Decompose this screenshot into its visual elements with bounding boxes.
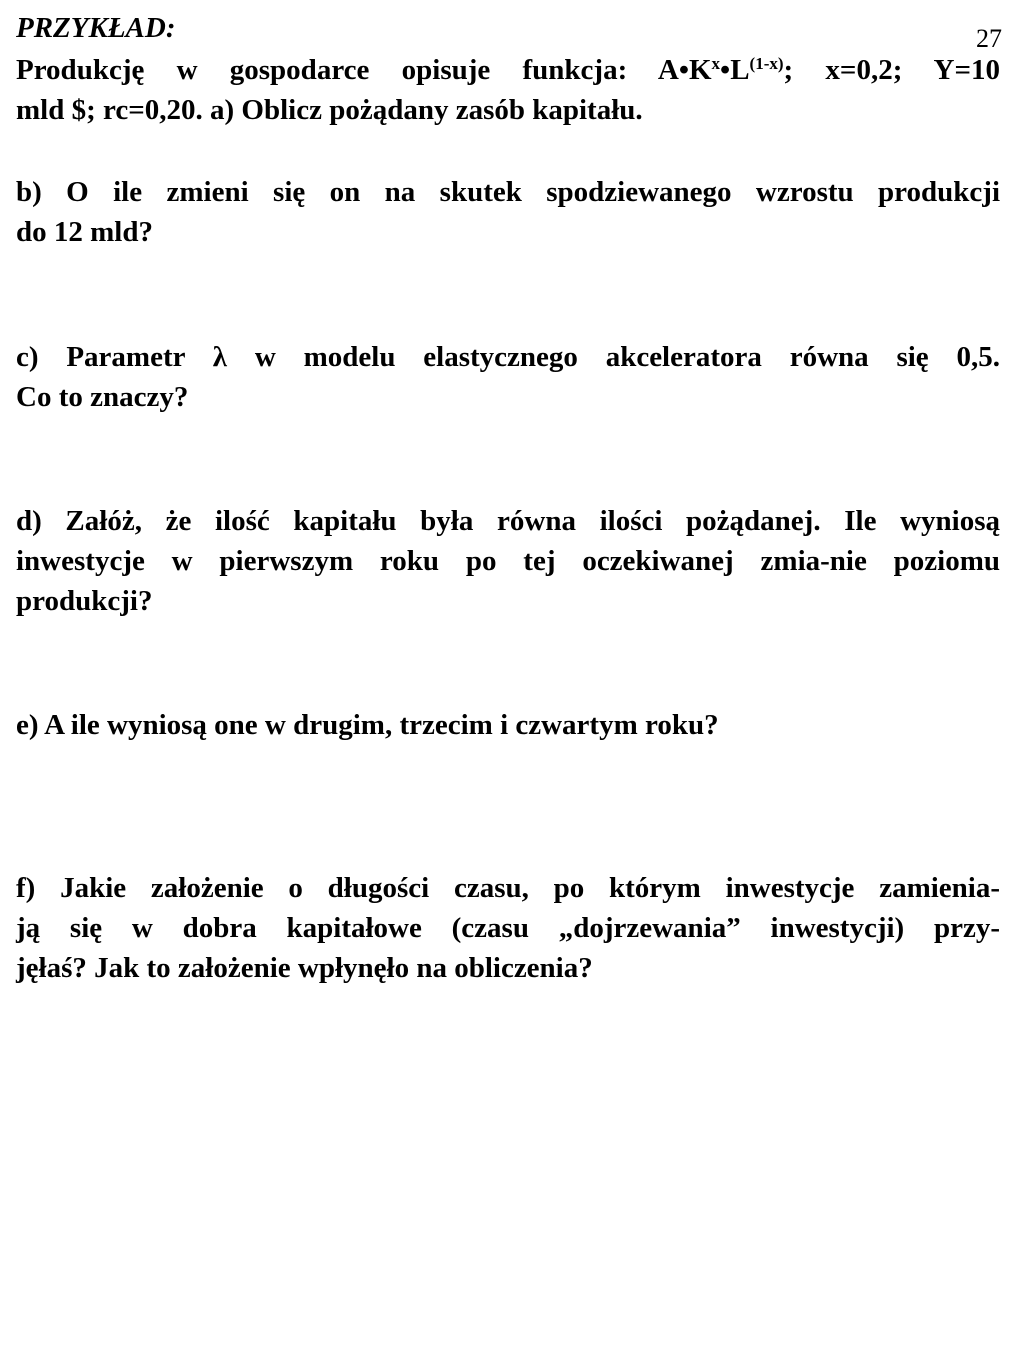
question-d-line-3: produkcji?: [16, 585, 153, 617]
problem-statement-line-1: [16, 50, 1000, 90]
question-d: [16, 501, 1000, 621]
question-d-line-2: inwestycje w pierwszym roku po tej oczekiwanej zmia-nie poziomu: [16, 545, 1000, 577]
problem-statement-line-2: mld $; rc=0,20. a) Oblicz pożądany zasób kapitału.: [16, 94, 643, 126]
k-exponent: x: [711, 54, 721, 73]
page-number: 27: [976, 24, 1002, 53]
question-e: [16, 705, 1000, 745]
problem-statement: [16, 50, 1000, 130]
example-heading: PRZYKŁAD:: [16, 12, 176, 44]
question-f-line-1: f) Jakie założenie o długości czasu, po którym inwestycje zamienia-: [16, 872, 1000, 904]
question-b: [16, 172, 1000, 252]
question-b-line-1: b) O ile zmieni się on na skutek spodziewanego wzrostu produkcji: [16, 176, 1000, 208]
function-text-start: Produkcję w gospodarce opisuje funkcja: A•K: [16, 54, 712, 86]
question-f-line-2: ją się w dobra kapitałowe (czasu „dojrzewania” inwestycji) przy-: [16, 912, 1000, 944]
question-c-line-1: c) Parametr λ w modelu elastycznego akceleratora równa się 0,5.: [16, 341, 1000, 373]
question-f: [16, 868, 1000, 988]
question-c-line-2: Co to znaczy?: [16, 381, 189, 413]
question-b-line-2: do 12 mld?: [16, 216, 153, 248]
question-d-line-1: d) Załóż, że ilość kapitału była równa ilości pożądanej. Ile wyniosą: [16, 505, 1000, 537]
question-e-line-1: e) A ile wyniosą one w drugim, trzecim i czwartym roku?: [16, 709, 719, 741]
l-exponent: (1-x): [749, 54, 784, 73]
function-text-end: ; x=0,2; Y=10: [783, 54, 1000, 86]
question-c: [16, 337, 1000, 417]
question-f-line-3: jęłaś? Jak to założenie wpłynęło na obliczenia?: [16, 952, 593, 984]
function-text-mid: •L: [720, 54, 750, 86]
